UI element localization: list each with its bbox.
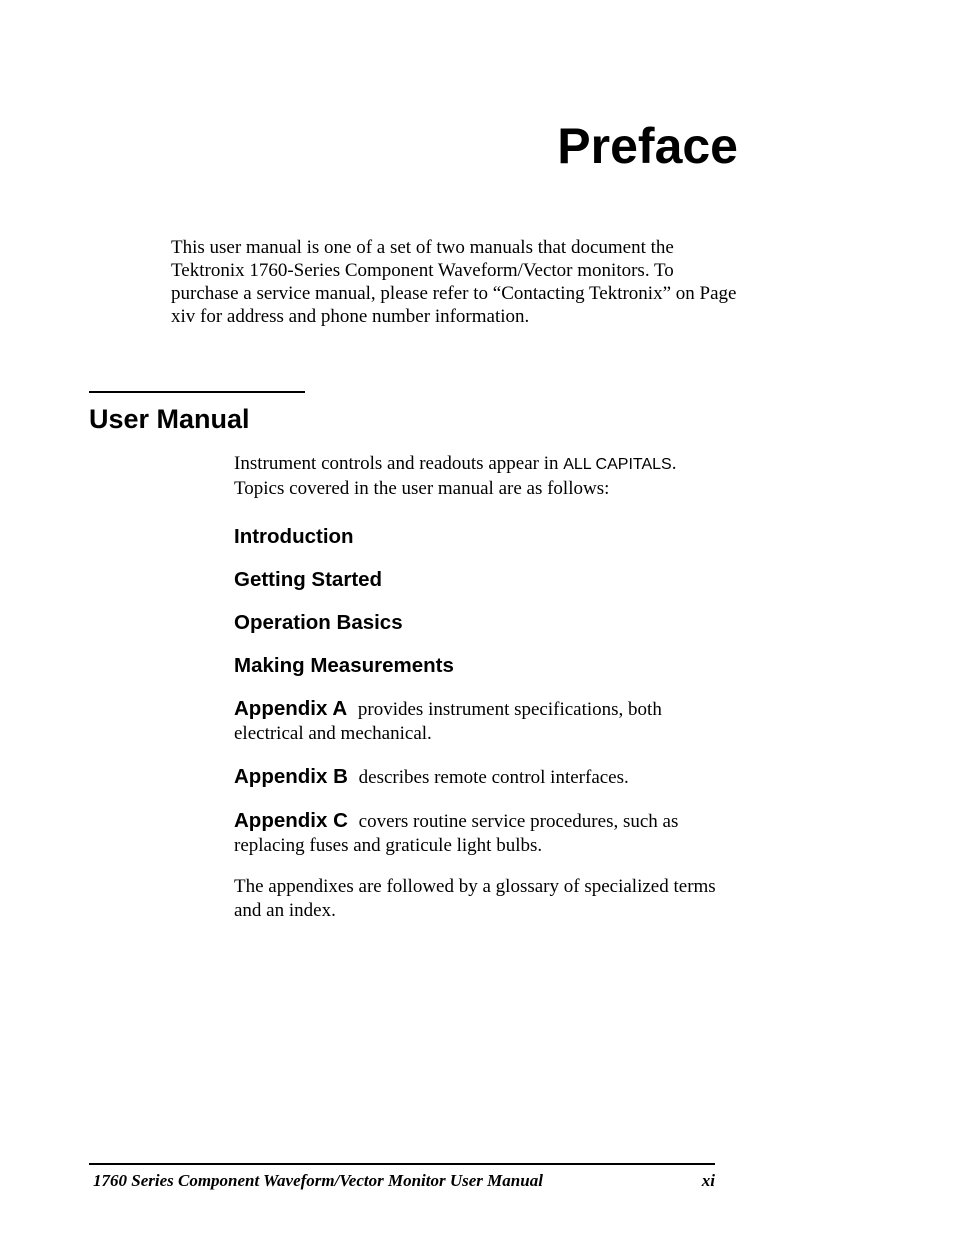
topic-list — [234, 525, 734, 678]
lead-caps: ALL CAPITALS — [563, 456, 672, 473]
intro-paragraph: This user manual is one of a set of two manuals that document the Tektronix 1760-Series Component Waveform/Vector monitors. To purchase a service manual, please refer to “Contacting Tektronix” on Page xiv for address and phone number information. — [171, 237, 737, 327]
closing-paragraph: The appendixes are followed by a glossary of specialized terms and an index. — [234, 876, 716, 921]
appendix-a-text: provides instrument specifications, both electrical and mechanical. — [234, 699, 662, 744]
section-content — [234, 452, 734, 923]
topic-operation-basics: Operation Basics — [234, 611, 403, 634]
topic-introduction: Introduction — [234, 525, 354, 548]
lead-text-2: Topics covered in the user manual are as follows: — [234, 478, 610, 499]
page-title: Preface — [557, 118, 738, 174]
footer-page-number: xi — [701, 1171, 715, 1190]
lead-period: . — [671, 453, 677, 474]
topic-getting-started: Getting Started — [234, 568, 383, 591]
appendix-b-label: Appendix B — [234, 765, 348, 788]
appendix-a-label: Appendix A — [234, 697, 348, 720]
lead-paragraph — [234, 452, 734, 501]
appendix-c — [234, 809, 734, 858]
footer-divider — [89, 1163, 715, 1165]
lead-text: Instrument controls and readouts appear in — [234, 453, 564, 474]
section-heading: User Manual — [89, 404, 250, 434]
appendix-b — [234, 765, 734, 790]
appendix-c-label: Appendix C — [234, 809, 348, 832]
section-divider — [89, 391, 305, 393]
appendix-a — [234, 697, 734, 746]
topic-making-measurements: Making Measurements — [234, 654, 454, 677]
footer-manual-title: 1760 Series Component Waveform/Vector Monitor User Manual — [93, 1171, 543, 1190]
appendix-b-text: describes remote control interfaces. — [358, 767, 629, 788]
appendix-c-text: covers routine service procedures, such as replacing fuses and graticule light bulbs. — [234, 811, 679, 856]
